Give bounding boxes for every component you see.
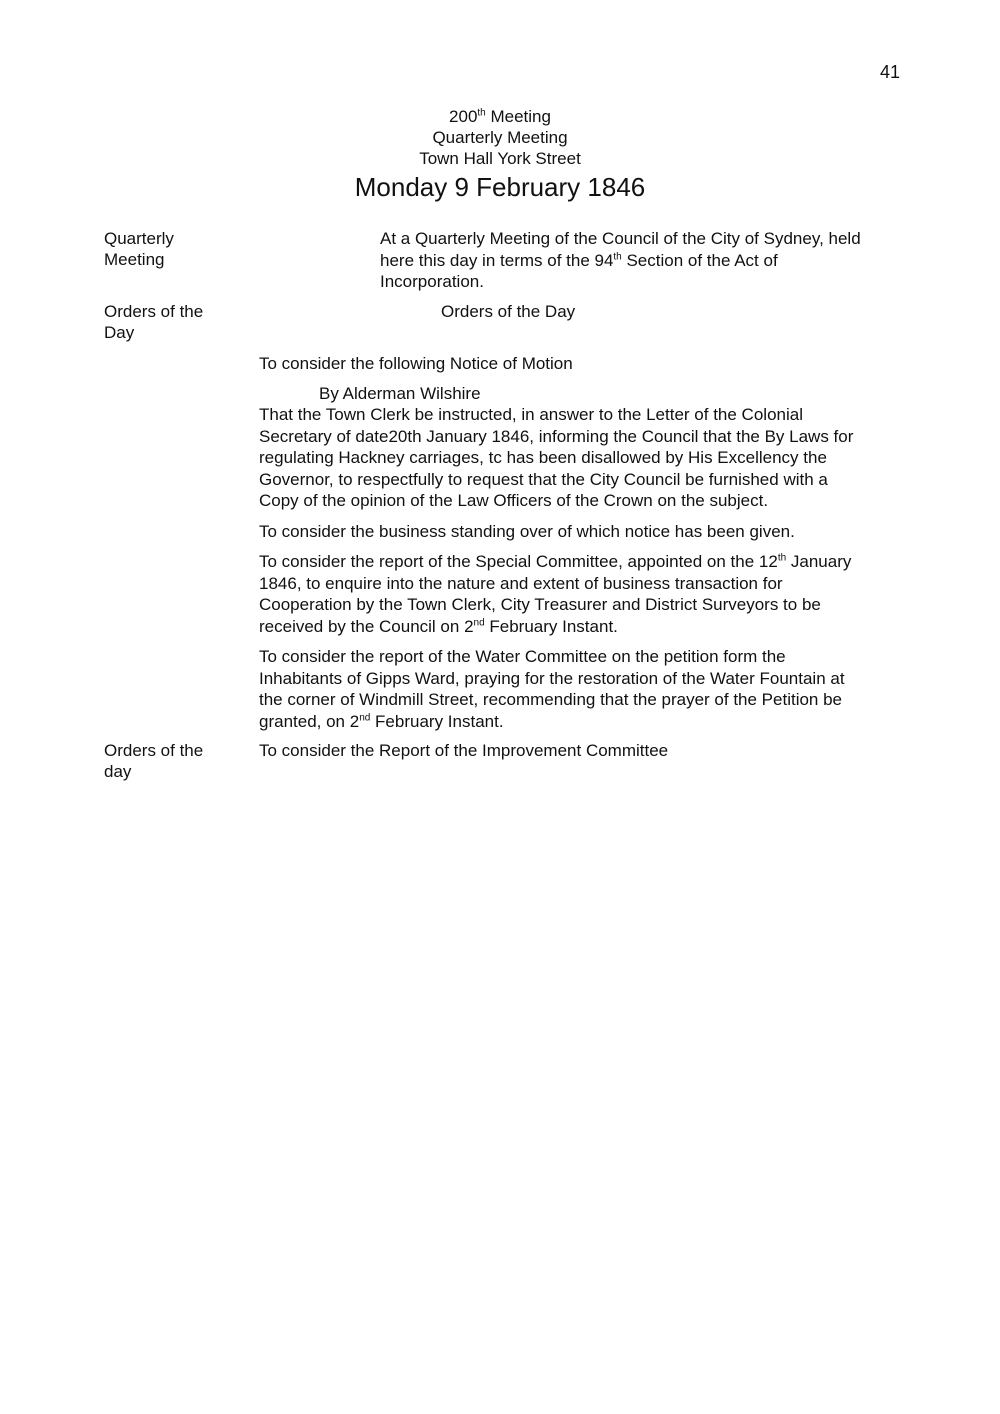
margin-note-quarterly-meeting: Quarterly Meeting [104,229,174,269]
page-number: 41 [880,62,901,82]
meeting-location: Town Hall York Street [419,149,581,168]
business-standing-paragraph: To consider the business standing over of which notice has been given. [259,522,795,541]
water-committee-paragraph: To consider the report of the Water Committee on the petition form the Inhabitants of Gipps Ward, praying for the restoration of the Water Fountain at the corner of Windmill Street, recommending that the prayer of the Petition be granted, on 2nd February Instant. [259,647,845,731]
intro-paragraph: At a Quarterly Meeting of the Council of the City of Sydney, held here this day in terms of the 94th Section of the Act of Incorporation. [380,229,861,291]
motion-paragraph: That the Town Clerk be instructed, in answer to the Letter of the Colonial Secretary of date20th January 1846, informing the Council that the By Laws for regulating Hackney carriages, tc has been disallowed by His Excellency the Governor, to respectfully to request that the City Council be furnished with a Copy of the opinion of the Law Officers of the Crown on the subject. [259,405,854,510]
margin-note-orders-of-the-day: Orders of the Day [104,302,204,342]
page-title: Monday 9 February 1846 [354,172,646,202]
meeting-type: Quarterly Meeting [432,128,568,147]
meeting-number: 200th Meeting [449,107,551,126]
notice-of-motion: To consider the following Notice of Motion [259,354,573,373]
orders-heading: Orders of the Day [441,302,576,321]
special-committee-paragraph: To consider the report of the Special Committee, appointed on the 12th January 1846, to enquire into the nature and extent of business transaction for Cooperation by the Town Clerk, City Treasurer and District Surveyors to be received by the Council on 2nd February Instant. [259,552,852,636]
improvement-committee-paragraph: To consider the Report of the Improvement Committee [259,741,669,760]
mover-name: By Alderman Wilshire [319,384,481,403]
document-header [250,106,750,169]
margin-note-orders-of-the-day-2: Orders of the day [104,741,204,781]
